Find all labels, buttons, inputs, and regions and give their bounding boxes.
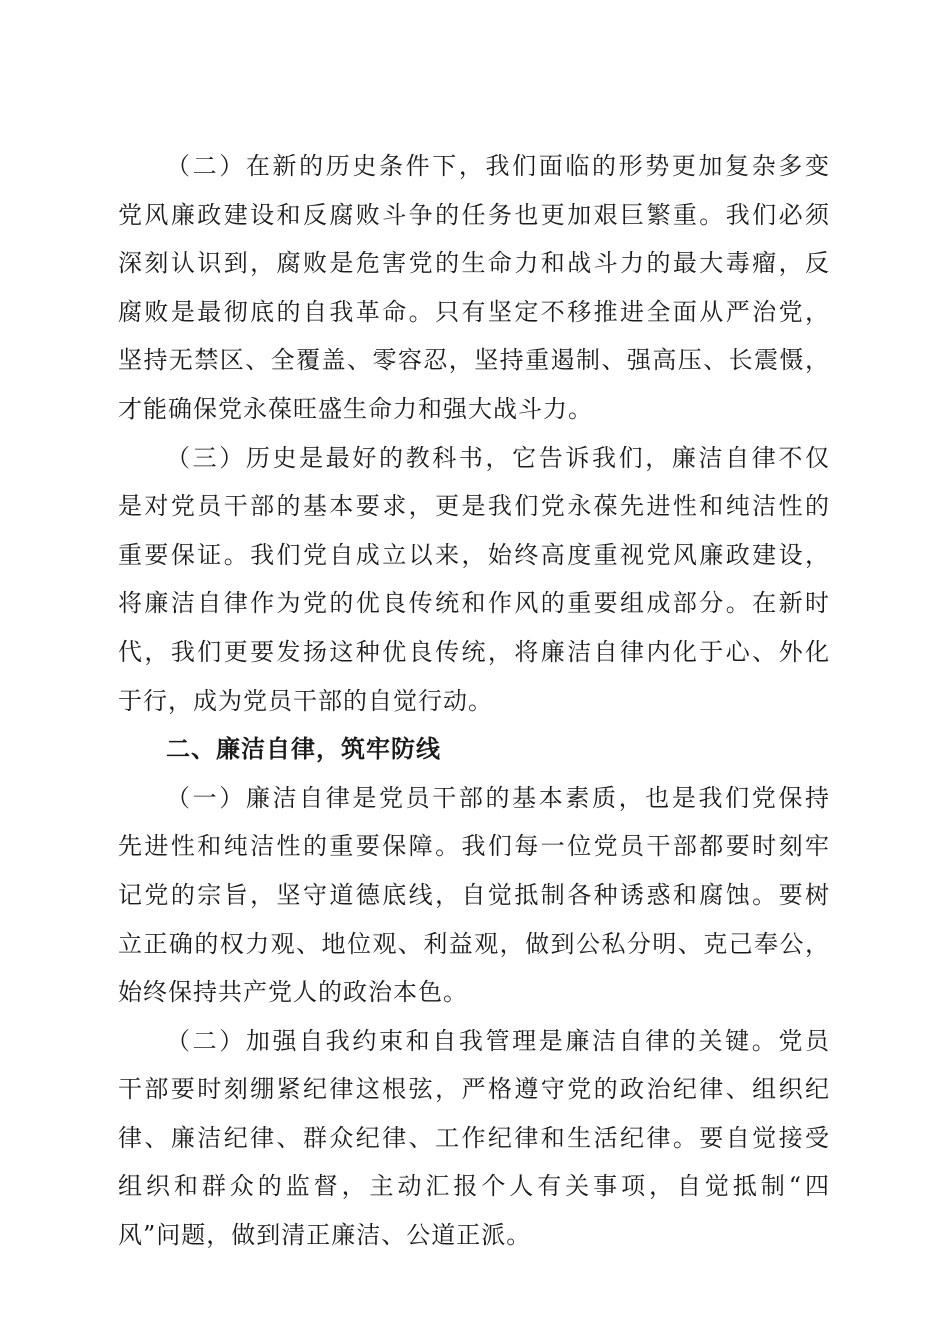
text-line: 律、廉洁纪律、群众纪律、工作纪律和生活纪律。要自觉接受	[118, 1123, 830, 1152]
section-heading: 二、廉洁自律，筑牢防线	[166, 734, 441, 764]
text-line: 干部要时刻绷紧纪律这根弦，严格遵守党的政治纪律、组织纪	[118, 1075, 830, 1104]
text-line: 立正确的权力观、地位观、利益观，做到公私分明、克己奉公，	[118, 929, 830, 958]
paragraph	[118, 434, 830, 726]
text-line: 始终保持共产党人的政治本色。	[118, 978, 468, 1007]
text-line: （三）历史是最好的教科书，它告诉我们，廉洁自律不仅	[166, 443, 830, 472]
paragraph	[118, 142, 830, 434]
paragraph	[118, 774, 830, 1017]
text-line: 才能确保党永葆旺盛生命力和强大战斗力。	[118, 394, 593, 423]
text-line: 代，我们更要发扬这种优良传统，将廉洁自律内化于心、外化	[118, 637, 830, 666]
text-line: 将廉洁自律作为党的优良传统和作风的重要组成部分。在新时	[118, 589, 830, 618]
text-line: 组织和群众的监督，主动汇报个人有关事项，自觉抵制“四	[118, 1172, 830, 1201]
text-line: （二）在新的历史条件下，我们面临的形势更加复杂多变	[166, 152, 830, 180]
document-body	[118, 142, 830, 1260]
paragraph	[118, 1017, 830, 1260]
text-line: 记党的宗旨，坚守道德底线，自觉抵制各种诱惑和腐蚀。要树	[118, 880, 830, 909]
text-line: （二）加强自我约束和自我管理是廉洁自律的关键。党员	[166, 1026, 830, 1055]
text-line: 是对党员干部的基本要求，更是我们党永葆先进性和纯洁性的	[118, 492, 830, 521]
text-line: 腐败是最彻底的自我革命。只有坚定不移推进全面从严治党，	[118, 297, 830, 326]
text-line: 深刻认识到，腐败是危害党的生命力和战斗力的最大毒瘤，反	[118, 249, 830, 278]
text-line: 重要保证。我们党自成立以来，始终高度重视党风廉政建设，	[118, 540, 830, 569]
text-line: 坚持无禁区、全覆盖、零容忍，坚持重遏制、强高压、长震慑，	[118, 346, 830, 375]
text-line: 党风廉政建设和反腐败斗争的任务也更加艰巨繁重。我们必须	[118, 200, 830, 229]
text-line: （一）廉洁自律是党员干部的基本素质，也是我们党保持	[166, 783, 830, 812]
text-line: 于行，成为党员干部的自觉行动。	[118, 686, 493, 715]
text-line: 风”问题，做到清正廉洁、公道正派。	[118, 1221, 532, 1250]
text-line: 先进性和纯洁性的重要保障。我们每一位党员干部都要时刻牢	[118, 832, 830, 861]
